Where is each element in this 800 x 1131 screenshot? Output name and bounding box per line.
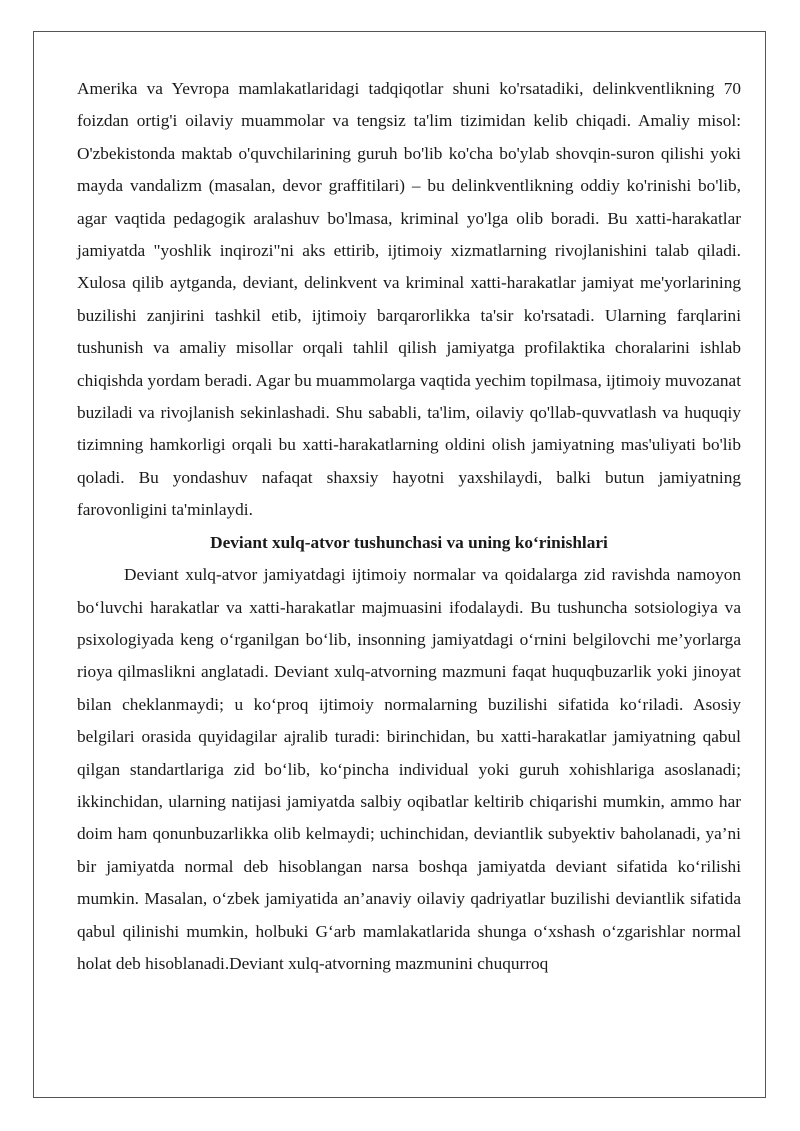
section-heading: Deviant xulq-atvor tushunchasi va uning ko‘rinishlari <box>210 532 608 552</box>
document-body <box>77 73 741 980</box>
body-paragraph: Amerika va Yevropa mamlakatlaridagi tadqiqotlar shuni ko'rsatadiki, delinkventlikning 70 foizdan ortig'i oilaviy muammolar va tengsiz ta'lim tizimidan kelib chiqadi. Amaliy misol: O'zbekistonda maktab o'quvchilarining guruh bo'lib ko'cha bo'ylab shovqin-suron qilishi yoki mayda vandalizm (masalan, devor graffitilari) – bu delinkventlikning oddiy ko'rinishi bo'lib, agar vaqtida pedagogik aralashuv bo'lmasa, kriminal yo'lga olib boradi. Bu xatti-harakatlar jamiyatda "yoshlik inqirozi"ni aks ettirib, ijtimoiy xizmatlarning rivojlanishini talab qiladi. Xulosa qilib aytganda, deviant, delinkvent va kriminal xatti-harakatlar jamiyat me'yorlarining buzilishi zanjirini tashkil etib, ijtimoiy barqarorlikka ta'sir ko'rsatadi. Ularning farqlarini tushunish va amaliy misollar orqali tahlil qilish jamiyatga profilaktika choralarini ishlab chiqishda yordam beradi. Agar bu muammolarga vaqtida yechim topilmasa, ijtimoiy muvozanat buziladi va rivojlanish sekinlashadi. Shu sababli, ta'lim, oilaviy qo'llab-quvvatlash va huquqiy tizimning hamkorligi orqali bu xatti-harakatlarning oldini olish jamiyatning mas'uliyati bo'lib qoladi. Bu yondashuv nafaqat shaxsiy hayotni yaxshilaydi, balki butun jamiyatning farovonligini ta'minlaydi. <box>77 79 741 520</box>
body-paragraph: Deviant xulq-atvor jamiyatdagi ijtimoiy normalar va qoidalarga zid ravishda namoyon bo‘luvchi harakatlar va xatti-harakatlar majmuasini ifodalaydi. Bu tushuncha sotsiologiya va psixologiyada keng o‘rganilgan bo‘lib, insonning jamiyatdagi o‘rnini belgilovchi me’yorlarga rioya qilmaslikni anglatadi. Deviant xulq-atvorning mazmuni faqat huquqbuzarlik yoki jinoyat bilan cheklanmaydi; u ko‘proq ijtimoiy normalarning buzilishi sifatida ko‘riladi. Asosiy belgilari orasida quyidagilar ajralib turadi: birinchidan, bu xatti-harakatlar jamiyatning qabul qilgan standartlariga zid bo‘lib, ko‘pincha individual yoki guruh xohishlariga asoslanadi; ikkinchidan, ularning natijasi jamiyatda salbiy oqibatlar keltirib chiqarishi mumkin, ammo har doim ham qonunbuzarlikka olib kelmaydi; uchinchidan, deviantlik subyektiv baholanadi, ya’ni bir jamiyatda normal deb hisoblangan narsa boshqa jamiyatda deviant sifatida ko‘rilishi mumkin. Masalan, o‘zbek jamiyatida an’anaviy oilaviy qadriyatlar buzilishi deviantlik sifatida qabul qilinishi mumkin, holbuki G‘arb mamlakatlarida shunga o‘xshash o‘zgarishlar normal holat deb hisoblanadi.Deviant xulq-atvorning mazmunini chuqurroq <box>77 565 741 973</box>
